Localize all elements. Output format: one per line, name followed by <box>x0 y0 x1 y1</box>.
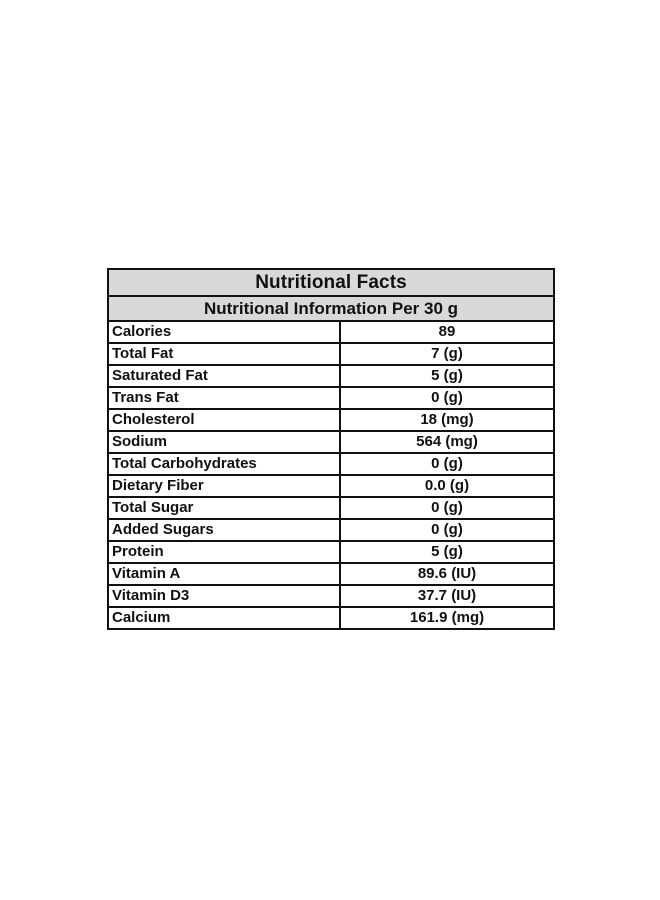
table-row <box>108 321 554 343</box>
nutrient-value: 5 (g) <box>340 365 554 387</box>
nutrient-label: Protein <box>108 541 340 563</box>
nutrient-value: 564 (mg) <box>340 431 554 453</box>
nutrient-value: 37.7 (IU) <box>340 585 554 607</box>
nutrient-value: 161.9 (mg) <box>340 607 554 629</box>
table-row <box>108 497 554 519</box>
nutrient-value: 89 <box>340 321 554 343</box>
table-row <box>108 475 554 497</box>
table-title-row <box>108 269 554 296</box>
nutrient-value: 5 (g) <box>340 541 554 563</box>
table-row <box>108 585 554 607</box>
nutrition-facts-table <box>107 268 555 630</box>
nutrient-label: Added Sugars <box>108 519 340 541</box>
nutrient-label: Cholesterol <box>108 409 340 431</box>
nutrient-label: Dietary Fiber <box>108 475 340 497</box>
table-subtitle-row <box>108 296 554 321</box>
nutrient-value: 89.6 (IU) <box>340 563 554 585</box>
nutrient-label: Vitamin A <box>108 563 340 585</box>
table-row <box>108 431 554 453</box>
table-row <box>108 563 554 585</box>
table-row <box>108 409 554 431</box>
table-row <box>108 343 554 365</box>
nutrient-value: 0 (g) <box>340 519 554 541</box>
table-row <box>108 387 554 409</box>
nutrient-label: Sodium <box>108 431 340 453</box>
nutrient-value: 0.0 (g) <box>340 475 554 497</box>
nutrient-value: 0 (g) <box>340 387 554 409</box>
nutrient-label: Trans Fat <box>108 387 340 409</box>
nutrient-label: Vitamin D3 <box>108 585 340 607</box>
table-row <box>108 607 554 629</box>
nutrient-value: 0 (g) <box>340 497 554 519</box>
table-row <box>108 453 554 475</box>
table-title: Nutritional Facts <box>108 269 554 296</box>
nutrient-label: Total Fat <box>108 343 340 365</box>
table-row <box>108 541 554 563</box>
nutrient-value: 7 (g) <box>340 343 554 365</box>
nutrient-label: Total Sugar <box>108 497 340 519</box>
nutrient-label: Calories <box>108 321 340 343</box>
table-row <box>108 365 554 387</box>
table-subtitle: Nutritional Information Per 30 g <box>108 296 554 321</box>
nutrient-value: 18 (mg) <box>340 409 554 431</box>
table-row <box>108 519 554 541</box>
nutrient-label: Calcium <box>108 607 340 629</box>
nutrient-value: 0 (g) <box>340 453 554 475</box>
nutrient-label: Total Carbohydrates <box>108 453 340 475</box>
nutrient-label: Saturated Fat <box>108 365 340 387</box>
